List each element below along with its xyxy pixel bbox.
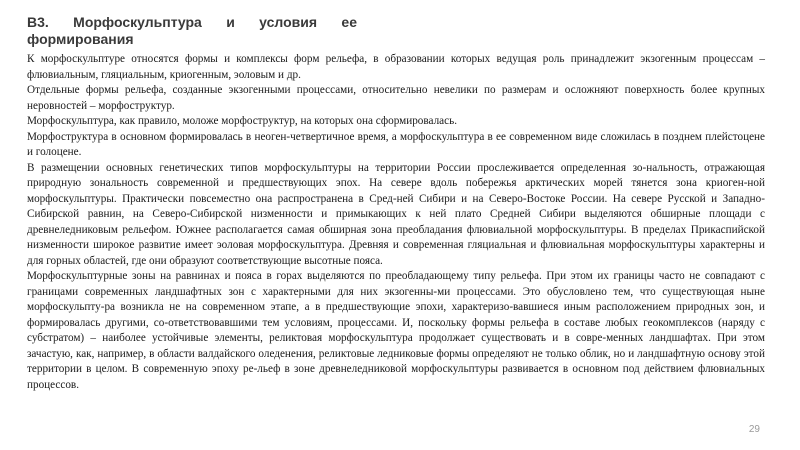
- slide-title: В3. Морфоскульптура и условия ее формирования: [27, 14, 357, 47]
- paragraph: Морфоскульптурные зоны на равнинах и пояса в горах выделяются по преобладающему типу рельефа. При этом их границы часто не совпадают с границами современных ландшафтных зон с характерными для них экзогенны-ми процессами. Это обусловлено тем, что существующая ныне морфоскульпту-ра возникла не на современном этапе, а в предшествующие эпохи, характеризо-вавшиеся иным расположением природных зон, и формировалась другими, со-ответствовавшими тем условиям, процессами. И, поскольку формы рельефа в составе любых геокомплексов (наряду с субстратом) – наиболее устойчивые элементы, реликтовая морфоскульптура продолжает существовать и в совре-менных ландшафтах. При этом зачастую, как, например, в области валдайского оледенения, реликтовые ледниковые формы определяют не только облик, но и ландшафтную основу этой территории в целом. В современную эпоху ре-льеф в зоне древнеледниковой морфоскульптуры развивается в основном под действием флювиальных процессов.: [27, 270, 765, 391]
- page-number: 29: [748, 424, 760, 435]
- slide-body: [27, 52, 765, 393]
- paragraph: В размещении основных генетических типов морфоскульптуры на территории России прослеживается определенная зо-нальность, отражающая природную зональность современной и предшествующих эпох. На севере вдоль побережья арктических морей тянется зона криоген-ной морфоскульптуры. Практически повсеместно она распространена в Сред-ней Сибири и на Северо-Востоке России. На севере Русской и Западно-Сибирской равнин, на Северо-Сибирской низменности и примыкающих к ней плато Средней Сибири выделяются обширные площади с древнеледниковым рельефом. Южнее располагается самая обширная зона преобладания флювиальной морфоскульптуры. В пределах Прикаспийской низменности широкое развитие имеет эоловая морфоскульптура. Древняя и современная гляциальная и флювиальная морфоскульптуры характерны и для горных областей, где они образуют соответствующие высотные пояса.: [27, 161, 765, 267]
- paragraph: К морфоскульптуре относятся формы и комплексы форм рельефа, в образовании которых ведущая роль принадлежит экзогенным процессам – флювиальным, гляциальным, криогенным, эоловым и др.: [27, 53, 765, 81]
- paragraph: Отдельные формы рельефа, созданные экзогенными процессами, относительно невелики по размерам и осложняют поверхность более крупных неровностей – морфоструктур.: [27, 84, 765, 112]
- paragraph: Морфоструктура в основном формировалась в неоген-четвертичное время, а морфоскульптура в ее современном виде сложилась в позднем плейстоцене и голоцене.: [27, 130, 765, 158]
- paragraph: Морфоскульптура, как правило, моложе морфоструктур, на которых она сформировалась.: [27, 115, 458, 127]
